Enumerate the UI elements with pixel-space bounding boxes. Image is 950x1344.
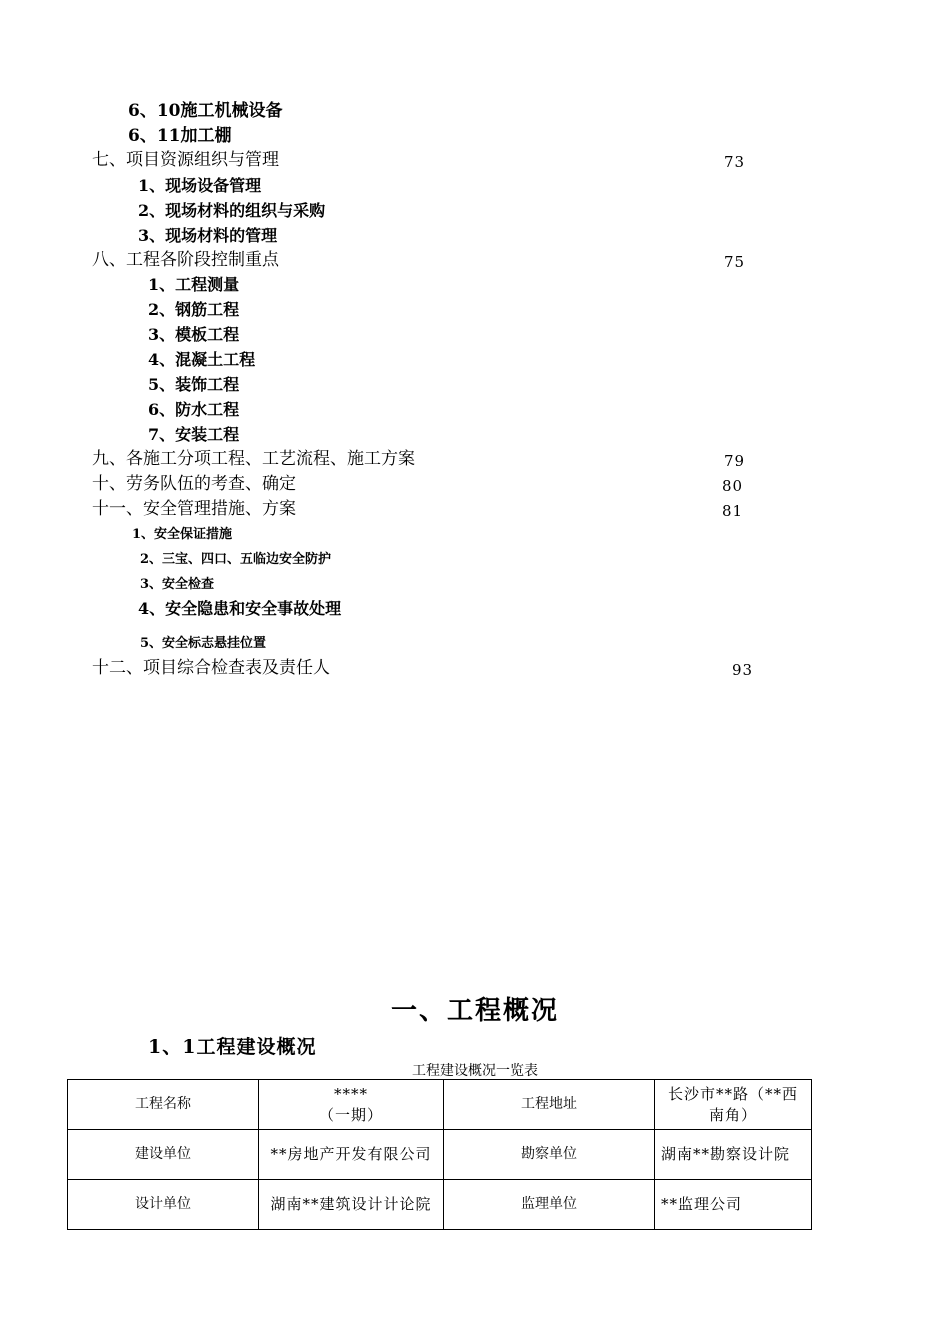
toc-chapter: 八、工程各阶段控制重点 — [92, 250, 279, 270]
table-cell: 建设单位 — [68, 1130, 259, 1180]
project-overview-table — [67, 1079, 812, 1230]
toc-item: 6、防水工程 — [148, 400, 240, 419]
toc-item: 5、安全标志悬挂位置 — [140, 636, 267, 651]
toc-page-number: 79 — [724, 452, 746, 470]
table-cell: **房地产开发有限公司 — [259, 1130, 444, 1180]
table-row — [68, 1080, 812, 1130]
toc-item: 5、装饰工程 — [148, 375, 240, 394]
table-cell: 湖南**建筑设计计论院 — [259, 1180, 444, 1230]
toc-chapter: 十一、安全管理措施、方案 — [92, 499, 296, 519]
toc-item: 1、安全保证措施 — [132, 527, 233, 542]
section-heading: 一、工程概况 — [390, 996, 559, 1026]
table-cell: 监理单位 — [444, 1180, 655, 1230]
table-row — [68, 1180, 812, 1230]
subsection-heading: 1、1工程建设概况 — [148, 1036, 317, 1058]
toc-item: 6、11加工棚 — [128, 126, 232, 146]
table-cell: 工程地址 — [444, 1080, 655, 1130]
toc-item: 1、工程测量 — [148, 275, 240, 294]
toc-item: 4、混凝土工程 — [148, 350, 256, 369]
toc-item: 3、安全检查 — [140, 577, 215, 592]
table-cell: 工程名称 — [68, 1080, 259, 1130]
table-cell: 长沙市**路（**西南角） — [655, 1080, 812, 1130]
table-cell: 湖南**勘察设计院 — [655, 1130, 812, 1180]
toc-page-number: 80 — [722, 477, 744, 495]
toc-page-number: 93 — [732, 661, 754, 679]
toc-page-number: 75 — [724, 253, 746, 271]
toc-item: 6、10施工机械设备 — [128, 101, 283, 121]
table-cell: 勘察单位 — [444, 1130, 655, 1180]
toc-page-number: 73 — [724, 153, 746, 171]
toc-item: 4、安全隐患和安全事故处理 — [138, 599, 342, 618]
table-row — [68, 1130, 812, 1180]
table-caption: 工程建设概况一览表 — [412, 1063, 538, 1079]
toc-item: 7、安装工程 — [148, 425, 240, 444]
toc-chapter: 七、项目资源组织与管理 — [92, 150, 279, 170]
toc-item: 3、现场材料的管理 — [138, 226, 278, 245]
toc-item: 2、钢筋工程 — [148, 300, 240, 319]
table-cell: **** （一期） — [259, 1080, 444, 1130]
toc-item: 3、模板工程 — [148, 325, 240, 344]
toc-chapter: 九、各施工分项工程、工艺流程、施工方案 — [92, 449, 415, 469]
table-cell: **监理公司 — [655, 1180, 812, 1230]
toc-chapter: 十、劳务队伍的考查、确定 — [92, 474, 296, 494]
toc-item: 2、现场材料的组织与采购 — [138, 201, 326, 220]
table-cell: 设计单位 — [68, 1180, 259, 1230]
toc-item: 2、三宝、四口、五临边安全防护 — [140, 552, 332, 567]
toc-item: 1、现场设备管理 — [138, 176, 262, 195]
toc-chapter: 十二、项目综合检查表及责任人 — [92, 658, 330, 678]
toc-page-number: 81 — [722, 502, 744, 520]
